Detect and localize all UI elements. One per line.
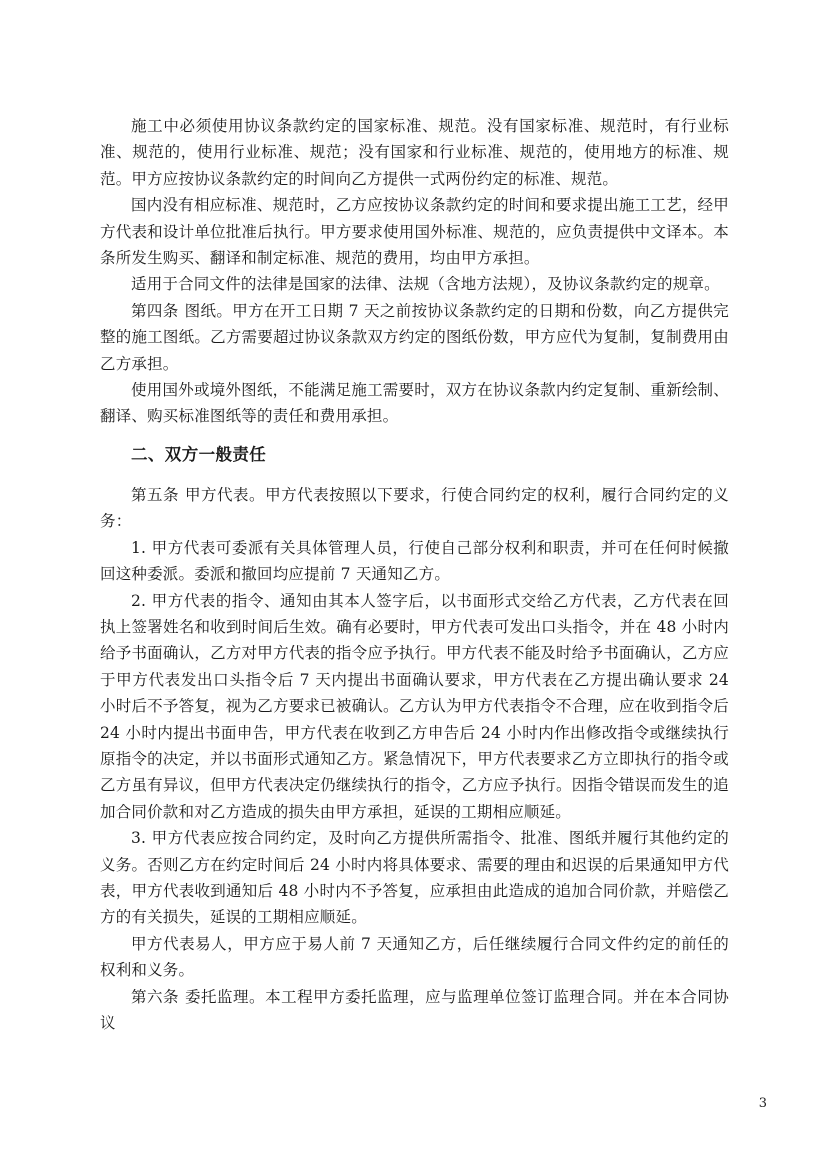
article-4-label: 第四条 bbox=[131, 301, 179, 320]
article-5-text: 甲方代表。甲方代表按照以下要求，行使合同约定的权利，履行合同约定的义务： bbox=[100, 485, 729, 531]
section-2-heading: 二、双方一般责任 bbox=[131, 444, 267, 464]
article-6-label: 第六条 bbox=[131, 987, 180, 1006]
list-item-2: 2. 甲方代表的指令、通知由其本人签字后，以书面形式交给乙方代表，乙方代表在回执上签署姓名和收到时间后生效。确有必要时，甲方代表可发出口头指令，并在 48 小时内给予书面确认，乙方对甲方代表的指令应予执行。甲方代表不能及时给予书面确认，乙方应于甲方代表发出口头指令后 7 天内提出书面确认要求，甲方代表在乙方提出确认要求 24 小时后不予答复，视为乙方要求已被确认。乙方认为甲方代表指令不合理，应在收到指令后 24 小时内提出书面申告，甲方代表在收到乙方申告后 24 小时内作出修改指令或继续执行原指令的决定，并以书面形式通知乙方。紧急情况下，甲方代表要求乙方立即执行的指令或乙方虽有异议，但甲方代表决定仍继续执行的指令，乙方应予执行。因指令错误而发生的追加合同价款和对乙方造成的损失由甲方承担，延误的工期相应顺延。 bbox=[100, 591, 729, 821]
list-item-1: 1. 甲方代表可委派有关具体管理人员，行使自己部分权利和职责，并可在任何时候撤回这种委派。委派和撤回均应提前 7 天通知乙方。 bbox=[100, 538, 729, 584]
paragraph-standards-usage: 施工中必须使用协议条款约定的国家标准、规范。没有国家标准、规范时，有行业标准、规范的，使用行业标准、规范；没有国家和行业标准、规范的，使用地方的标准、规范。甲方应按协议条款约定的时间向乙方提供一式两份约定的标准、规范。 bbox=[100, 117, 729, 188]
paragraph-foreign-drawings: 使用国外或境外图纸，不能满足施工需要时，双方在协议条款内约定复制、重新绘制、翻译、购买标准图纸等的责任和费用承担。 bbox=[100, 381, 729, 426]
article-6-supervision bbox=[100, 984, 729, 1037]
article-6-text: 委托监理。本工程甲方委托监理，应与监理单位签订监理合同。并在本合同协议 bbox=[100, 987, 729, 1032]
paragraph-representative-replacement: 甲方代表易人，甲方应于易人前 7 天通知乙方，后任继续履行合同文件约定的前任的权利和义务。 bbox=[100, 934, 729, 980]
article-4-text: 图纸。甲方在开工日期 7 天之前按协议条款约定的日期和份数，向乙方提供完整的施工图纸。乙方需要超过协议条款双方约定的图纸份数，甲方应代为复制，复制费用由乙方承担。 bbox=[100, 301, 729, 373]
article-4-drawings bbox=[100, 298, 729, 377]
paragraph-applicable-law: 适用于合同文件的法律是国家的法律、法规（含地方法规），及协议条款约定的规章。 bbox=[131, 275, 720, 294]
document-body bbox=[100, 113, 729, 1036]
article-5-representative bbox=[100, 482, 729, 535]
page-number: 3 bbox=[758, 1096, 767, 1111]
paragraph-no-domestic-standards: 国内没有相应标准、规范时，乙方应按协议条款约定的时间和要求提出施工工艺，经甲方代表和设计单位批准后执行。甲方要求使用国外标准、规范的，应负责提供中文译本。本条所发生购买、翻译和制定标准、规范的费用，均由甲方承担。 bbox=[100, 196, 729, 268]
list-item-3: 3. 甲方代表应按合同约定，及时向乙方提供所需指令、批准、图纸并履行其他约定的义务。否则乙方在约定时间后 24 小时内将具体要求、需要的理由和迟误的后果通知甲方代表，甲方代表收到通知后 48 小时内不予答复，应承担由此造成的追加合同价款，并赔偿乙方的有关损失，延误的工期相应顺延。 bbox=[100, 829, 729, 927]
article-5-label: 第五条 bbox=[131, 485, 180, 504]
